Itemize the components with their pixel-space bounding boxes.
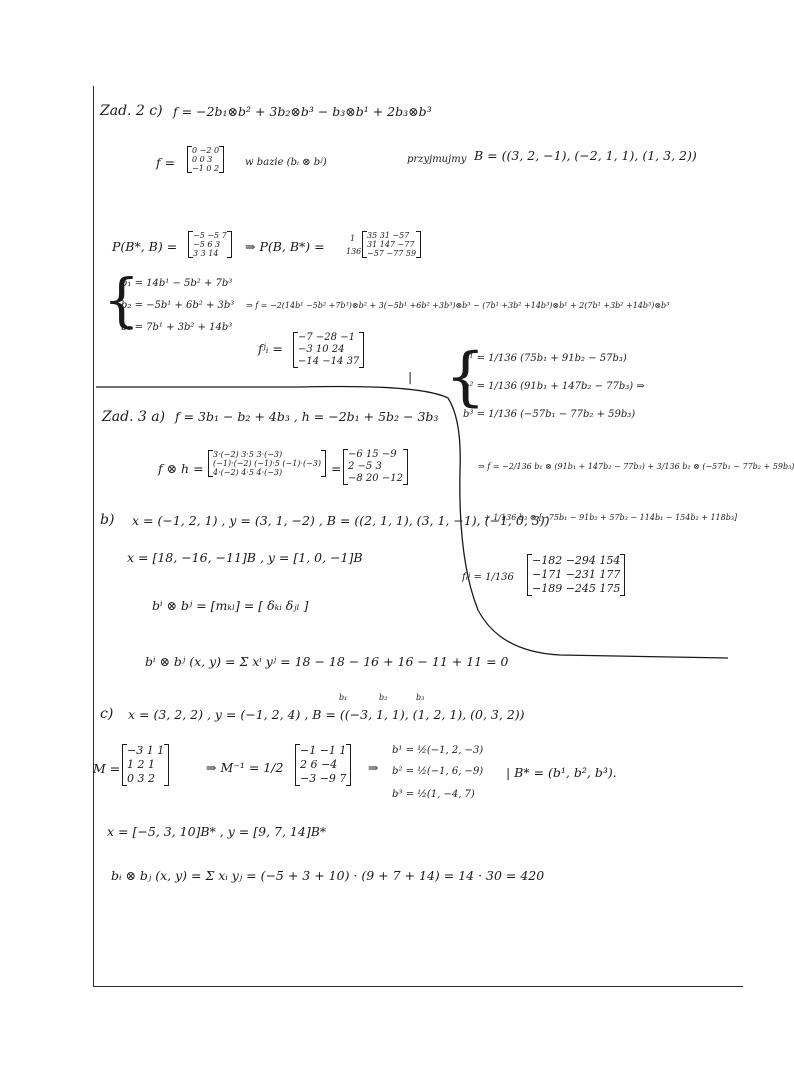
z3c-M-matrix: −3 1 1 1 2 1 0 3 2 xyxy=(122,744,169,786)
z3c-Minv-matrix: −1 −1 1 2 6 −4 −3 −9 7 xyxy=(295,744,351,786)
z2c-fi-j-matrix: −182 −294 154 −171 −231 177 −189 −245 175 xyxy=(527,554,625,596)
z3c-b2-tag: b₂ xyxy=(379,693,388,702)
z2c-P-frac-den: 136 xyxy=(346,247,362,256)
z3c-b3-tag: b₃ xyxy=(416,693,425,702)
z3a-foh-left-matrix: 3·(−2) 3·5 3·(−3) (−1)·(−2) (−1)·5 (−1)·(−3) 4·(−2) 4·5 4·(−3) xyxy=(208,450,326,477)
z2c-f-label: f = xyxy=(156,155,176,170)
z2c-dual-brace: { xyxy=(445,340,486,414)
z2c-basis-B: B = ((3, 2, −1), (−2, 1, 1), (1, 3, 2)) xyxy=(474,148,697,163)
z3b-delta-relation: bⁱ ⊗ bʲ = [mₖₗ] = [ δₖᵢ δⱼₗ ] xyxy=(152,598,309,613)
z2c-P-frac-num: 1 xyxy=(350,234,356,243)
z2c-tick-mark: | xyxy=(408,369,413,384)
z2c-b2-eq: b₂ = −5b¹ + 6b² + 3b³ xyxy=(121,300,235,311)
z3b-definitions: x = (−1, 2, 1) , y = (3, 1, −2) , B = ((2, 1, 1), (3, 1, −1), (−1, 0, 3)) xyxy=(132,513,550,528)
z3b-sum-result: bⁱ ⊗ bʲ (x, y) = Σ xⁱ yʲ = 18 − 18 − 16 + 16 − 11 + 11 = 0 xyxy=(145,654,509,669)
z3c-Bstar: | B* = (b¹, b², b³). xyxy=(506,765,617,780)
z2c-P-left-label: P(B*, B) = xyxy=(112,239,178,254)
z3c-arrow: ⇒ xyxy=(368,760,379,775)
z3a-equals: = xyxy=(331,461,342,476)
z2c-f-right-line2: + 1/136 b₃ ⊗ [−75b₁ − 91b₂ + 57b₃ − 114b₁ − 154b₂ + 118b₃] xyxy=(484,513,738,522)
z2c-P-arrow: ⇒ P(B, B*) = xyxy=(245,239,325,254)
z3b-coordinates: x = [18, −16, −11]B , y = [1, 0, −1]B xyxy=(127,550,363,565)
z3a-foh-label: f ⊗ h = xyxy=(158,461,204,476)
z2c-fij-label: fʲᵢ = xyxy=(258,341,283,356)
z3a-definitions: f = 3b₁ − b₂ + 4b₃ , h = −2b₁ + 5b₂ − 3b₃ xyxy=(175,409,439,424)
z2c-P-left-matrix: −5 −5 7 −5 6 3 3 3 14 xyxy=(188,231,232,258)
z2c-bu3-eq: b³ = 1/136 (−57b₁ − 77b₂ + 59b₃) xyxy=(463,409,636,420)
z2c-fi-j-label: fᵢʲ = 1/136 xyxy=(462,572,514,583)
z3b-label: b) xyxy=(100,512,115,528)
z3c-M-label: M = xyxy=(93,761,121,776)
z2c-basis-note: w bazie (bᵢ ⊗ bʲ) xyxy=(245,157,327,168)
z2c-f-definition: f = −2b₁⊗b² + 3b₂⊗b³ − b₃⊗b¹ + 2b₃⊗b³ xyxy=(173,104,432,119)
z3c-definitions: x = (3, 2, 2) , y = (−1, 2, 4) , B = ((−3, 1, 1), (1, 2, 1), (0, 3, 2)) xyxy=(128,707,525,722)
z2c-take-note: przyjmujmy xyxy=(407,154,467,165)
z2c-bu1-eq: b¹ = 1/136 (75b₁ + 91b₂ − 57b₃) xyxy=(463,353,627,364)
z2c-f-expansion: ⇒ f = −2(14b¹ −5b² +7b³)⊗b² + 3(−5b¹ +6b² +3b³)⊗b³ − (7b¹ +3b² +14b³)⊗b¹ + 2(7b¹ +3b² +14b³)⊗b³ xyxy=(246,301,670,310)
z3a-heading: Zad. 3 a) xyxy=(102,409,166,425)
z3c-coordinates: x = [−5, 3, 10]B* , y = [9, 7, 14]B* xyxy=(107,824,327,839)
z3c-bu3: b³ = ½(1, −4, 7) xyxy=(392,789,475,800)
z2c-system-brace: { xyxy=(103,266,140,334)
z2c-P-right-matrix: 35 31 −57 31 147 −77 −57 −77 59 xyxy=(362,231,421,258)
z3a-foh-right-matrix: −6 15 −9 2 −5 3 −8 20 −12 xyxy=(343,449,408,485)
z2c-bu2-eq: b² = 1/136 (91b₁ + 147b₂ − 77b₃) ⇒ xyxy=(463,381,645,392)
z3c-bu2: b² = ½(−1, 6, −9) xyxy=(392,766,484,777)
z3c-label: c) xyxy=(100,706,114,722)
z2c-b3-eq: b₃ = 7b¹ + 3b² + 14b³ xyxy=(121,322,233,333)
z2c-fij-matrix: −7 −28 −1 −3 10 24 −14 −14 37 xyxy=(293,332,364,368)
z3c-result: bᵢ ⊗ bⱼ (x, y) = Σ xᵢ yⱼ = (−5 + 3 + 10) · (9 + 7 + 14) = 14 · 30 = 420 xyxy=(111,868,545,883)
z3c-bu1: b¹ = ½(−1, 2, −3) xyxy=(392,745,484,756)
z3c-b1-tag: b₁ xyxy=(339,693,348,702)
z2c-heading: Zad. 2 c) xyxy=(100,103,163,119)
z3c-Minv-label: ⇒ M⁻¹ = 1/2 xyxy=(206,760,284,775)
z2c-f-matrix: 0 −2 0 0 0 3 −1 0 2 xyxy=(187,146,224,173)
z2c-b1-eq: b₁ = 14b¹ − 5b² + 7b³ xyxy=(121,278,233,289)
z2c-f-right-line1: ⇒ f = −2/136 b₁ ⊗ (91b₁ + 147b₂ − 77b₃) + 3/136 b₂ ⊗ (−57b₁ − 77b₂ + 59b₃) xyxy=(478,462,794,471)
